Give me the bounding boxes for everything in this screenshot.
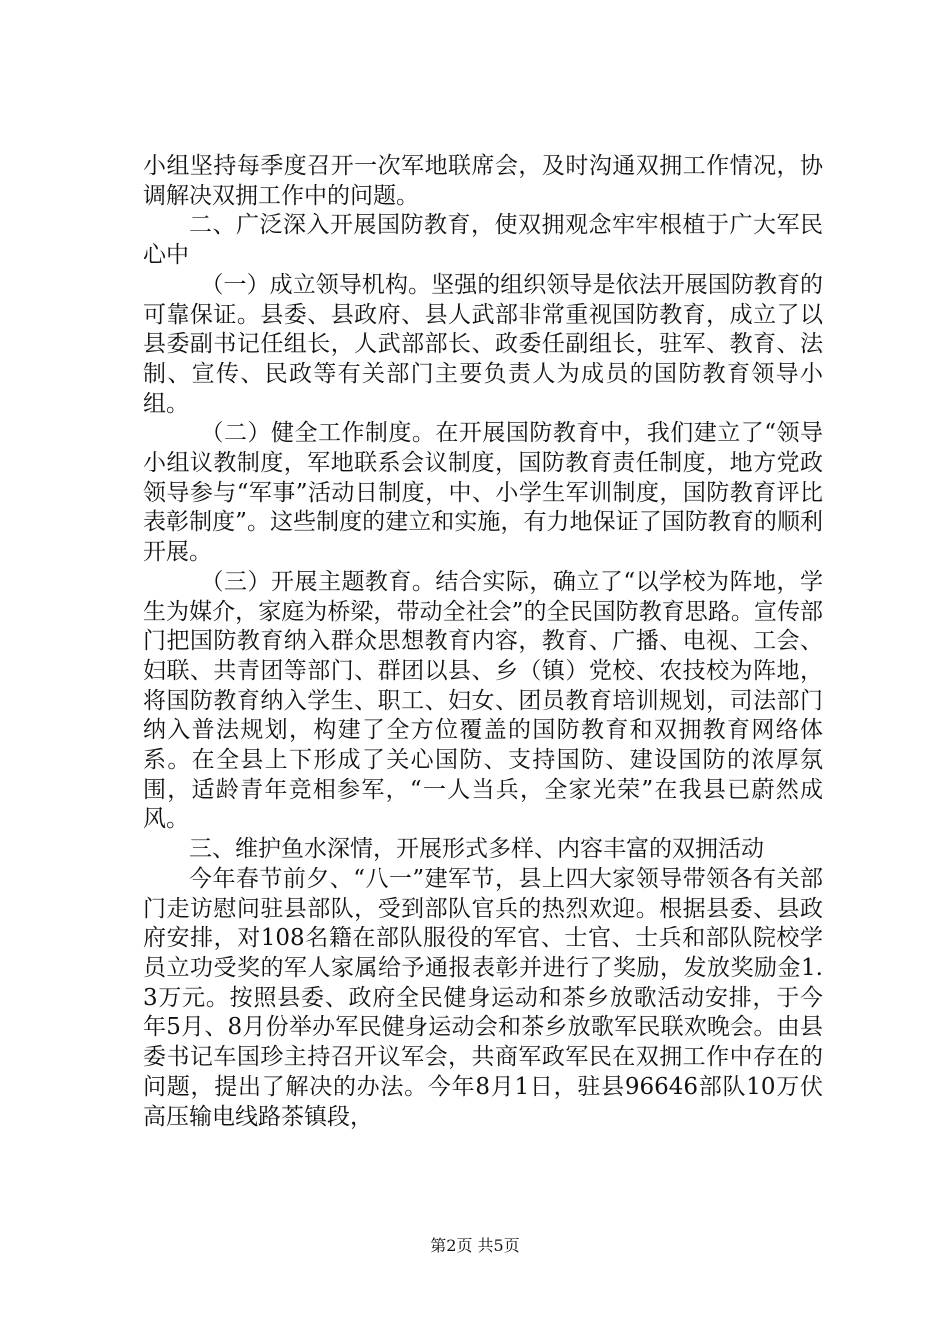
paragraph-leadership: （一）成立领导机构。坚强的组织领导是依法开展国防教育的可靠保证。县委、县政府、县人武部非常重视国防教育，成立了以县委副书记任组长，人武部部长、政委任副组长，驻军、教育、法制、宣传、民政等有关部门主要负责人为成员的国防教育领导小组。 bbox=[143, 271, 823, 417]
page-number-footer: 第2页 共5页 bbox=[430, 1236, 520, 1255]
paragraph-work-system: （二）健全工作制度。在开展国防教育中，我们建立了“领导小组议教制度，军地联系会议制度，国防教育责任制度，地方党政领导参与“军事”活动日制度，中、小学生军训制度，国防教育评比表彰制度”。这些制度的建立和实施，有力地保证了国防教育的顺利开展。 bbox=[143, 420, 823, 566]
section-heading-three: 三、维护鱼水深情，开展形式多样、内容丰富的双拥活动 bbox=[189, 836, 764, 863]
document-body bbox=[143, 152, 823, 1132]
section-heading-two: 二、广泛深入开展国防教育，使双拥观念牢牢根植于广大军民心中 bbox=[143, 212, 823, 269]
paragraph-theme-education: （三）开展主题教育。结合实际，确立了“以学校为阵地，学生为媒介，家庭为桥梁，带动全社会”的全民国防教育思路。宣传部门把国防教育纳入群众思想教育内容，教育、广播、电视、工会、妇联、共青团等部门、群团以县、乡（镇）党校、农技校为阵地，将国防教育纳入学生、职工、妇女、团员教育培训规划，司法部门纳入普法规划，构建了全方位覆盖的国防教育和双拥教育网络体系。在全县上下形成了关心国防、支持国防、建设国防的浓厚氛围，适龄青年竞相参军，“一人当兵，全家光荣”在我县已蔚然成风。 bbox=[143, 568, 823, 833]
paragraph-continued: 小组坚持每季度召开一次军地联席会，及时沟通双拥工作情况，协调解决双拥工作中的问题。 bbox=[143, 153, 823, 209]
paragraph-activities: 今年春节前夕、“八一”建军节，县上四大家领导带领各有关部门走访慰问驻县部队，受到部队官兵的热烈欢迎。根据县委、县政府安排，对108名籍在部队服役的军官、士官、士兵和部队院校学员立功受奖的军人家属给予通报表彰并进行了奖励，发放奖励金1.3万元。按照县委、政府全民健身运动和茶乡放歌活动安排，于今年5月、8月份举办军民健身运动会和茶乡放歌军民联欢晚会。由县委书记车国珍主持召开议军会，共商军政军民在双拥工作中存在的问题，提出了解决的办法。今年8月1日，驻县96646部队10万伏高压输电线路茶镇段， bbox=[143, 865, 823, 1130]
